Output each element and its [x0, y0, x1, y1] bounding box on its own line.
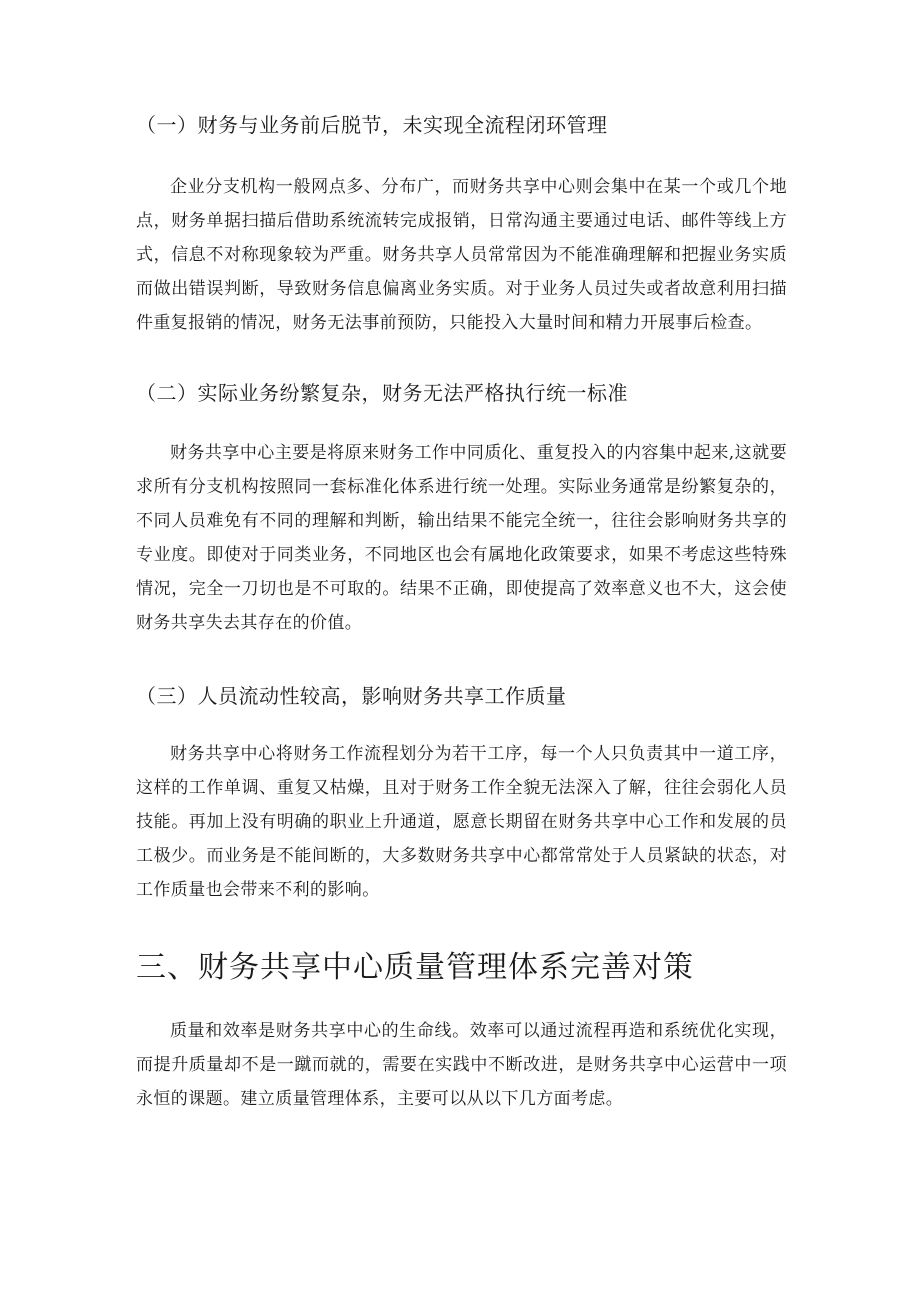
section-3-heading: （三）人员流动性较高，影响财务共享工作质量 [136, 684, 567, 708]
chapter-heading: 三、财务共享中心质量管理体系完善对策 [136, 950, 694, 985]
chapter-paragraph: 质量和效率是财务共享中心的生命线。效率可以通过流程再造和系统优化实现，而提升质量却不是一蹴而就的，需要在实践中不断改进，是财务共享中心运营中一项永恒的课题。建立质量管理体系，主要可以从以下几方面考虑。 [136, 1021, 787, 1109]
section-2-heading: （二）实际业务纷繁复杂，财务无法严格执行统一标准 [136, 381, 628, 405]
section-1-paragraph: 企业分支机构一般网点多、分布广，而财务共享中心则会集中在某一个或几个地点，财务单据扫描后借助系统流转完成报销，日常沟通主要通过电话、邮件等线上方式，信息不对称现象较为严重。财务共享人员常常因为不能准确理解和把握业务实质而做出错误判断，导致财务信息偏离业务实质。对于业务人员过失或者故意利用扫描件重复报销的情况，财务无法事前预防，只能投入大量时间和精力开展事后检查。 [136, 177, 787, 333]
section-2-paragraph: 财务共享中心主要是将原来财务工作中同质化、重复投入的内容集中起来,这就要求所有分支机构按照同一套标准化体系进行统一处理。实际业务通常是纷繁复杂的，不同人员难免有不同的理解和判断，输出结果不能完全统一，往往会影响财务共享的专业度。即使对于同类业务，不同地区也会有属地化政策要求，如果不考虑这些特殊情况，完全一刀切也是不可取的。结果不正确，即使提高了效率意义也不大，这会使财务共享失去其存在的价值。 [136, 443, 787, 633]
section-3-paragraph: 财务共享中心将财务工作流程划分为若干工序，每一个人只负责其中一道工序，这样的工作单调、重复又枯燥，且对于财务工作全貌无法深入了解，往往会弱化人员技能。再加上没有明确的职业上升通道，愿意长期留在财务共享中心工作和发展的员工极少。而业务是不能间断的，大多数财务共享中心都常常处于人员紧缺的状态，对工作质量也会带来不利的影响。 [136, 744, 787, 900]
section-1-heading: （一）财务与业务前后脱节，未实现全流程闭环管理 [136, 113, 608, 137]
